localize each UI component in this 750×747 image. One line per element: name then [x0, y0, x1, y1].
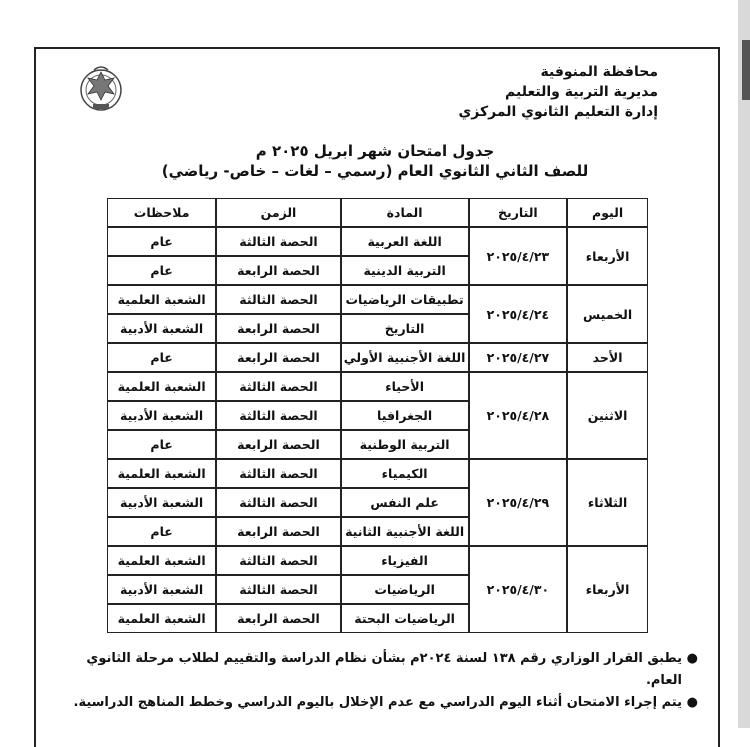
date-cell: ٢٠٢٥/٤/٢٧	[469, 343, 568, 372]
list-item	[48, 692, 698, 714]
subject-cell: التربية الوطنية	[341, 430, 469, 459]
page-edge-shadow	[738, 0, 750, 728]
table-body	[107, 227, 648, 633]
subject-cell: الرياضيات	[341, 575, 469, 604]
header-notes: ملاحظات	[107, 198, 216, 227]
header-subject: المادة	[341, 198, 469, 227]
notes-cell: الشعبة العلمية	[107, 459, 216, 488]
subject-cell: اللغة العربية	[341, 227, 469, 256]
day-cell: الثلاثاء	[567, 459, 648, 546]
time-cell: الحصة الثالثة	[216, 546, 340, 575]
day-cell: الأربعاء	[567, 546, 648, 633]
governorate-name: محافظة المنوفية	[540, 64, 658, 80]
date-cell: ٢٠٢٥/٤/٢٤	[469, 285, 568, 343]
note-text: يطبق القرار الوزاري رقم ١٣٨ لسنة ٢٠٢٤م بشأن نظام الدراسة والتقييم لطلاب مرحلة الثانوي العام.	[86, 651, 682, 688]
subject-cell: الأحياء	[341, 372, 469, 401]
table-row	[107, 546, 648, 575]
exam-schedule-table	[107, 198, 648, 633]
notes-cell: عام	[107, 256, 216, 285]
day-cell: الاثنين	[567, 372, 648, 459]
subject-cell: الكيمياء	[341, 459, 469, 488]
governorate-emblem-icon	[76, 64, 126, 112]
subject-cell: الفيزياء	[341, 546, 469, 575]
time-cell: الحصة الثالثة	[216, 488, 340, 517]
notes-cell: الشعبة العلمية	[107, 604, 216, 633]
subject-cell: اللغة الأجنبية الثانية	[341, 517, 469, 546]
notes-cell: عام	[107, 343, 216, 372]
notes-cell: الشعبة الأدبية	[107, 488, 216, 517]
date-cell: ٢٠٢٥/٤/٢٩	[469, 459, 568, 546]
notes-cell: عام	[107, 517, 216, 546]
time-cell: الحصة الثالثة	[216, 401, 340, 430]
subject-cell: التاريخ	[341, 314, 469, 343]
time-cell: الحصة الثالثة	[216, 459, 340, 488]
time-cell: الحصة الرابعة	[216, 430, 340, 459]
day-cell: الأربعاء	[567, 227, 648, 285]
time-cell: الحصة الرابعة	[216, 517, 340, 546]
bullet-icon: ●	[686, 695, 698, 710]
subject-cell: الجغرافيا	[341, 401, 469, 430]
notes-list	[48, 648, 698, 714]
note-text: يتم إجراء الامتحان أثناء اليوم الدراسي مع عدم الإخلال باليوم الدراسي وخطط المناهج الدراسية.	[73, 695, 682, 710]
document-title: جدول امتحان شهر ابريل ٢٠٢٥ م	[255, 142, 495, 160]
table-row	[107, 227, 648, 256]
directorate-name: مديرية التربية والتعليم	[505, 84, 658, 100]
time-cell: الحصة الرابعة	[216, 314, 340, 343]
time-cell: الحصة الثالثة	[216, 285, 340, 314]
date-cell: ٢٠٢٥/٤/٣٠	[469, 546, 568, 633]
time-cell: الحصة الثالثة	[216, 227, 340, 256]
subject-cell: علم النفس	[341, 488, 469, 517]
time-cell: الحصة الرابعة	[216, 256, 340, 285]
time-cell: الحصة الثالثة	[216, 372, 340, 401]
notes-cell: الشعبة الأدبية	[107, 314, 216, 343]
time-cell: الحصة الثالثة	[216, 575, 340, 604]
list-item	[48, 648, 698, 692]
date-cell: ٢٠٢٥/٤/٢٨	[469, 372, 568, 459]
subject-cell: اللغة الأجنبية الأولي	[341, 343, 469, 372]
notes-cell: الشعبة العلمية	[107, 546, 216, 575]
subject-cell: التربية الدينية	[341, 256, 469, 285]
notes-cell: عام	[107, 227, 216, 256]
department-name: إدارة التعليم الثانوي المركزي	[458, 104, 658, 120]
subject-cell: الرياضيات البحتة	[341, 604, 469, 633]
bullet-icon: ●	[686, 651, 698, 666]
notes-cell: الشعبة الأدبية	[107, 401, 216, 430]
subject-cell: تطبيقات الرياضيات	[341, 285, 469, 314]
issuer-header	[458, 62, 658, 122]
notes-cell: الشعبة العلمية	[107, 372, 216, 401]
table-row	[107, 285, 648, 314]
notes-cell: الشعبة الأدبية	[107, 575, 216, 604]
page-edge-mark	[742, 40, 750, 100]
table-row	[107, 459, 648, 488]
notes-cell: عام	[107, 430, 216, 459]
table-header-row	[107, 198, 648, 227]
document-subtitle: للصف الثاني الثانوي العام (رسمي – لغات – خاص- رياضي)	[161, 162, 589, 180]
time-cell: الحصة الرابعة	[216, 343, 340, 372]
date-cell: ٢٠٢٥/٤/٢٣	[469, 227, 568, 285]
table-row	[107, 372, 648, 401]
table-row	[107, 343, 648, 372]
header-time: الزمن	[216, 198, 340, 227]
time-cell: الحصة الرابعة	[216, 604, 340, 633]
header-day: اليوم	[567, 198, 648, 227]
day-cell: الأحد	[567, 343, 648, 372]
header-date: التاريخ	[469, 198, 568, 227]
notes-cell: الشعبة العلمية	[107, 285, 216, 314]
day-cell: الخميس	[567, 285, 648, 343]
